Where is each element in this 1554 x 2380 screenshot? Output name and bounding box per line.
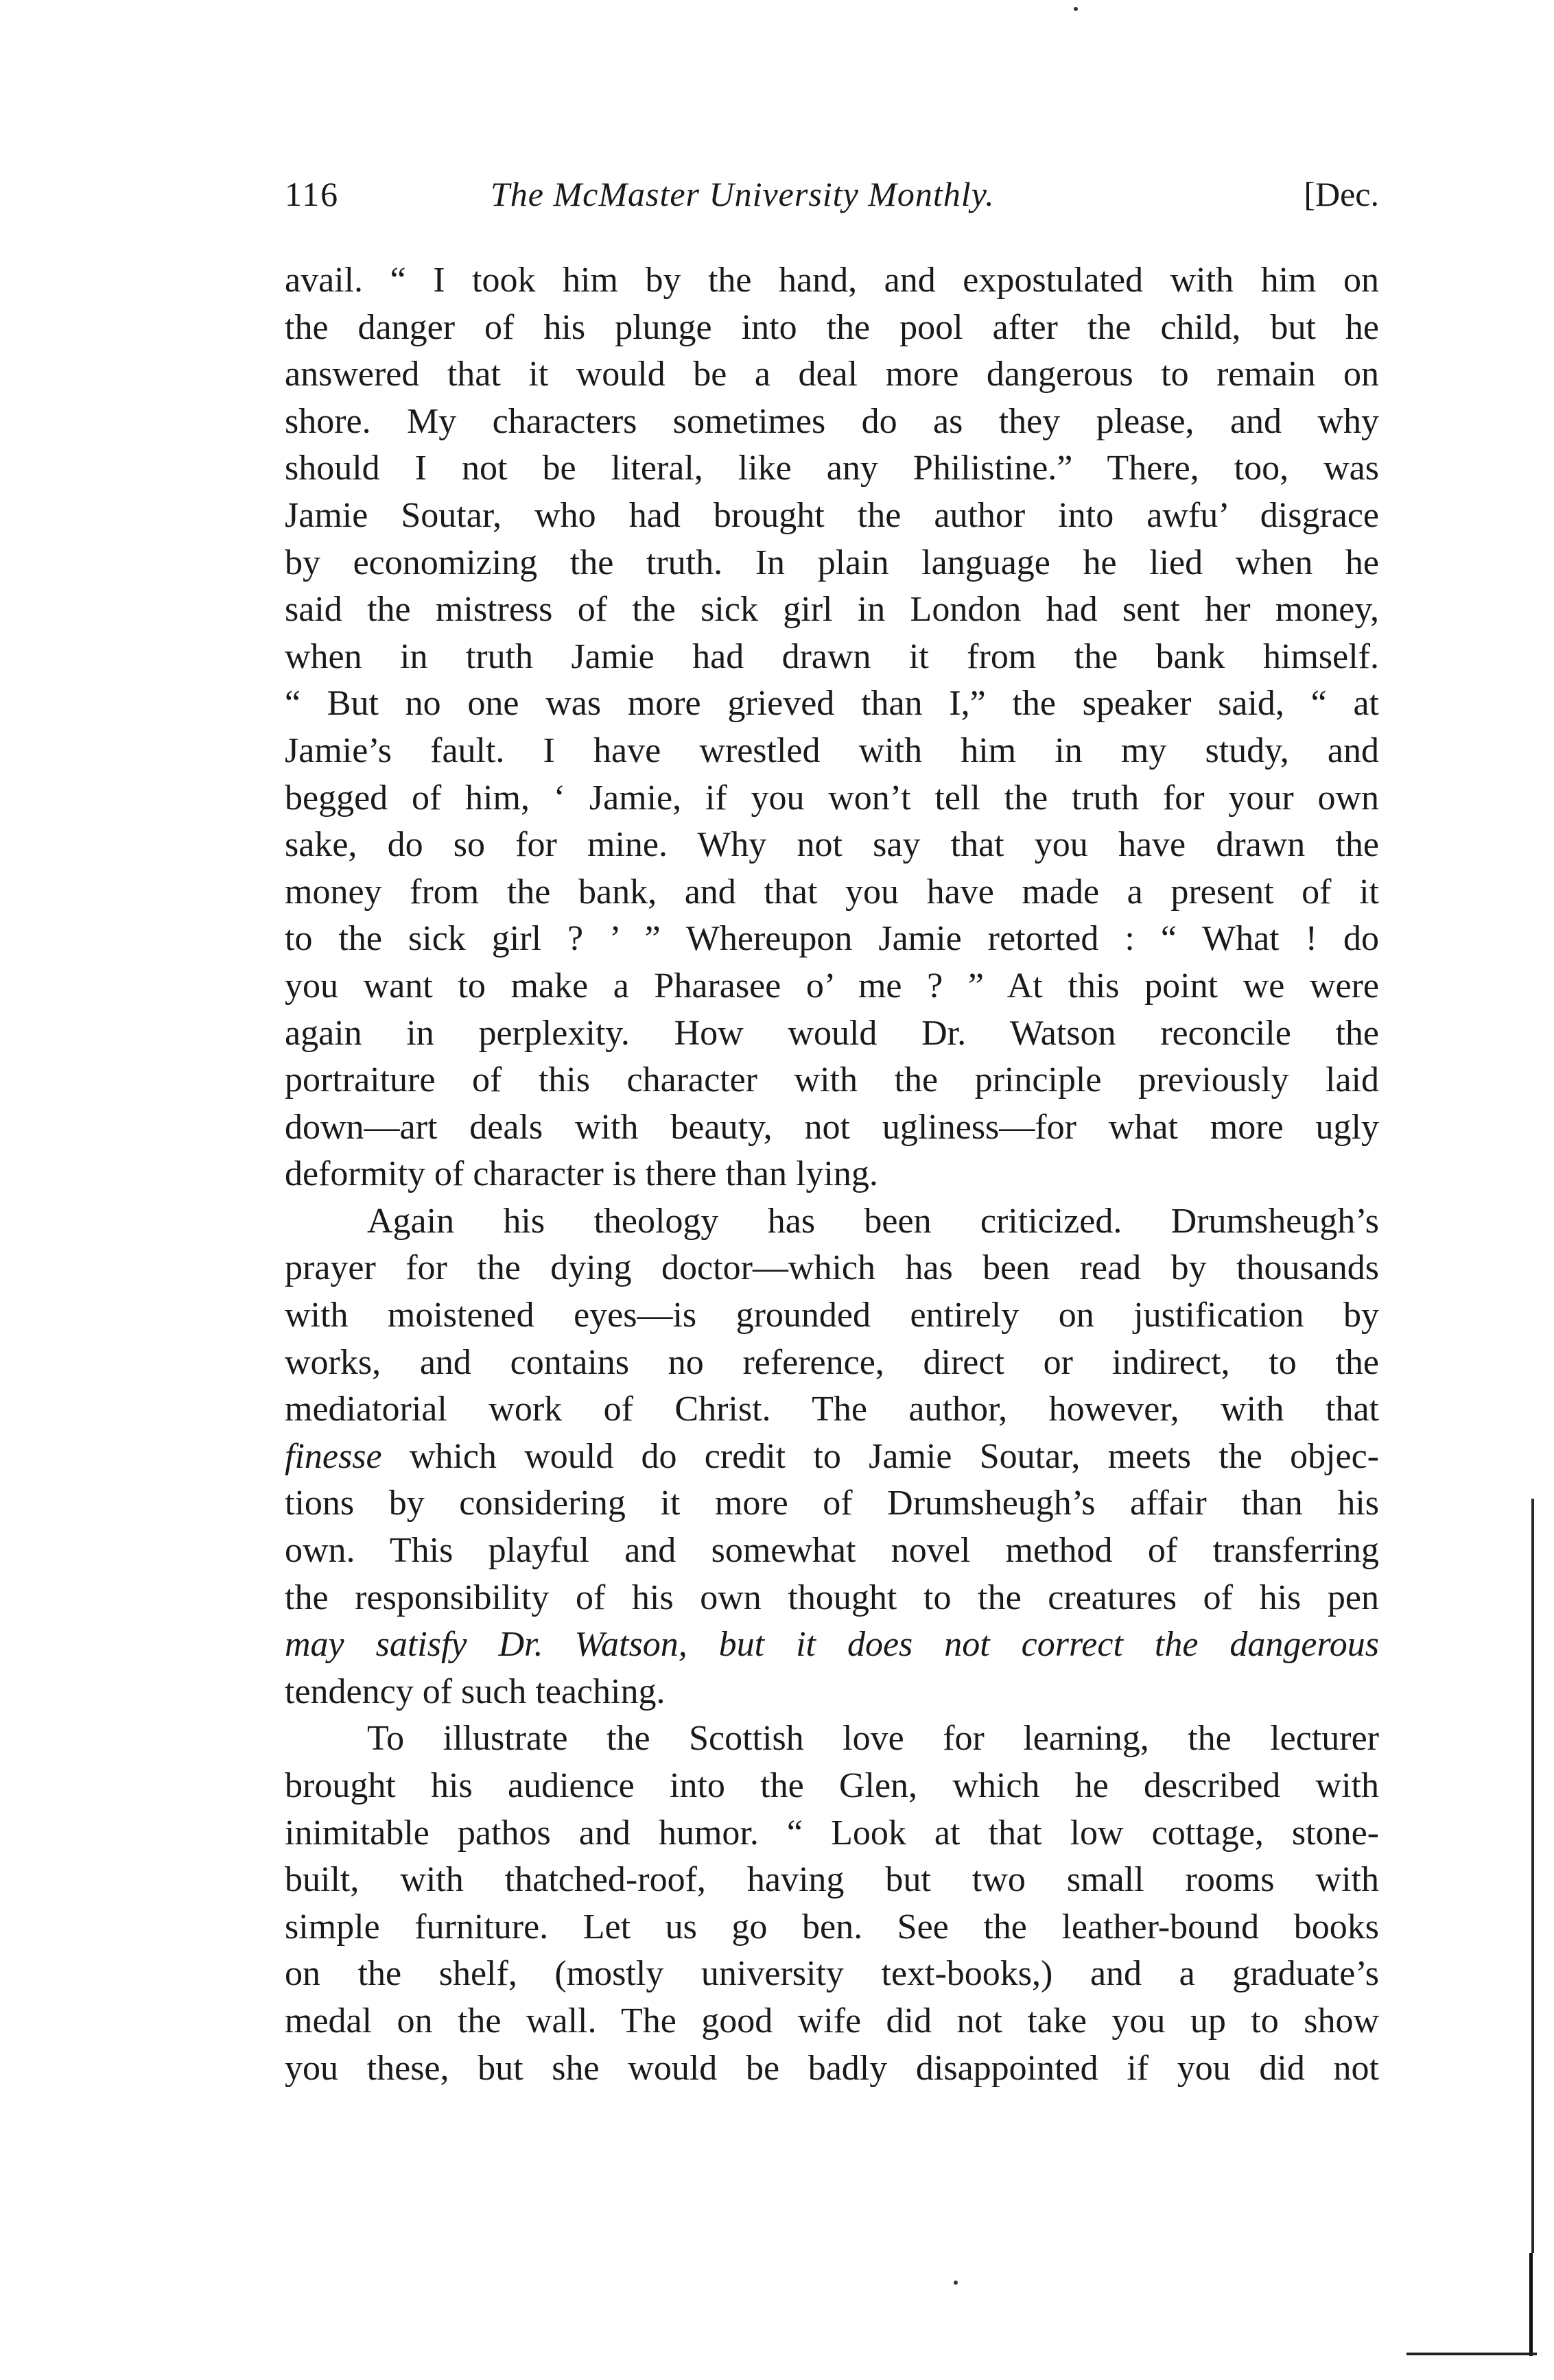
text-line: works, and contains no reference, direct or indirect, to the: [285, 1342, 1379, 1382]
paragraph-start-line: To illustrate the Scottish love for learning, the lecturer: [367, 1719, 1379, 1759]
text-line: begged of him, ‘ Jamie, if you won’t tell the truth for your own: [285, 778, 1379, 818]
text-line: built, with thatched-roof, having but two small rooms with: [285, 1860, 1379, 1900]
text-line: tendency of such teaching.: [285, 1671, 666, 1711]
text-line: the responsibility of his own thought to the creatures of his pen: [285, 1578, 1379, 1617]
text-line: avail. “ I took him by the hand, and expostulated with him on: [285, 261, 1379, 300]
scan-corner-rule: [1406, 2353, 1537, 2355]
text-line: portraiture of this character with the principle previously laid: [285, 1060, 1379, 1100]
paragraph-start-line: Again his theology has been criticized. Drumsheugh’s: [367, 1201, 1379, 1241]
text-line: answered that it would be a deal more dangerous to remain on: [285, 355, 1379, 394]
scan-speck: [954, 2281, 958, 2285]
text-line: deformity of character is there than lying.: [285, 1154, 878, 1194]
scan-edge-line-lower: [1529, 2253, 1533, 2356]
text-line: to the sick girl ? ’ ” Whereupon Jamie retorted : “ What ! do: [285, 919, 1379, 959]
article-body: [285, 257, 1379, 2092]
scan-edge-line: [1531, 1499, 1534, 2253]
text-line: simple furniture. Let us go ben. See the leather-bound books: [285, 1907, 1379, 1947]
text-line: Jamie Soutar, who had brought the author into awfu’ disgrace: [285, 495, 1379, 535]
running-head: [285, 163, 1379, 225]
text-line: down—art deals with beauty, not ugliness—for what more ugly: [285, 1107, 1379, 1147]
italic-word: finesse: [285, 1436, 382, 1476]
text-line: on the shelf, (mostly university text-books,) and a graduate’s: [285, 1954, 1379, 1994]
text-line: with moistened eyes—is grounded entirely on justification by: [285, 1296, 1379, 1335]
text-line: Jamie’s fault. I have wrestled with him in my study, and: [285, 730, 1379, 770]
text-line: shore. My characters sometimes do as they please, and why: [285, 401, 1379, 441]
issue-month: [Dec.: [1304, 175, 1379, 213]
text-line: you these, but she would be badly disappointed if you did not: [285, 2048, 1379, 2088]
text-line: the danger of his plunge into the pool after the child, but he: [285, 307, 1379, 347]
text-line: when in truth Jamie had drawn it from the bank himself.: [285, 636, 1379, 676]
text-line: said the mistress of the sick girl in London had sent her money,: [285, 590, 1379, 630]
text-line: by economizing the truth. In plain language he lied when he: [285, 543, 1379, 582]
text-line: mediatorial work of Christ. The author, however, with that: [285, 1390, 1379, 1429]
scan-speck: [1074, 7, 1078, 11]
text-line: own. This playful and somewhat novel method of transferring: [285, 1531, 1379, 1571]
text-line-remainder: which would do credit to Jamie Soutar, meets the objec-: [409, 1436, 1380, 1476]
text-line: sake, do so for mine. Why not say that you have drawn the: [285, 825, 1379, 865]
text-line: again in perplexity. How would Dr. Watson reconcile the: [285, 1013, 1379, 1053]
text-line-italic: may satisfy Dr. Watson, but it does not correct the dangerous: [285, 1625, 1379, 1665]
page-number: 116: [285, 175, 340, 213]
text-line: brought his audience into the Glen, which he described with: [285, 1766, 1379, 1805]
text-line-with-italic: [285, 1433, 1379, 1481]
journal-title: The McMaster University Monthly.: [491, 175, 995, 213]
text-line: “ But no one was more grieved than I,” the speaker said, “ at: [285, 684, 1379, 724]
text-line: medal on the wall. The good wife did not take you up to show: [285, 2001, 1379, 2040]
text-line: tions by considering it more of Drumsheugh’s affair than his: [285, 1484, 1379, 1523]
text-line: you want to make a Pharasee o’ me ? ” At this point we were: [285, 966, 1379, 1005]
text-line: prayer for the dying doctor—which has been read by thousands: [285, 1248, 1379, 1288]
text-line: inimitable pathos and humor. “ Look at that low cottage, stone-: [285, 1813, 1379, 1853]
text-line: money from the bank, and that you have made a present of it: [285, 872, 1379, 912]
text-line: should I not be literal, like any Philistine.” There, too, was: [285, 449, 1379, 488]
